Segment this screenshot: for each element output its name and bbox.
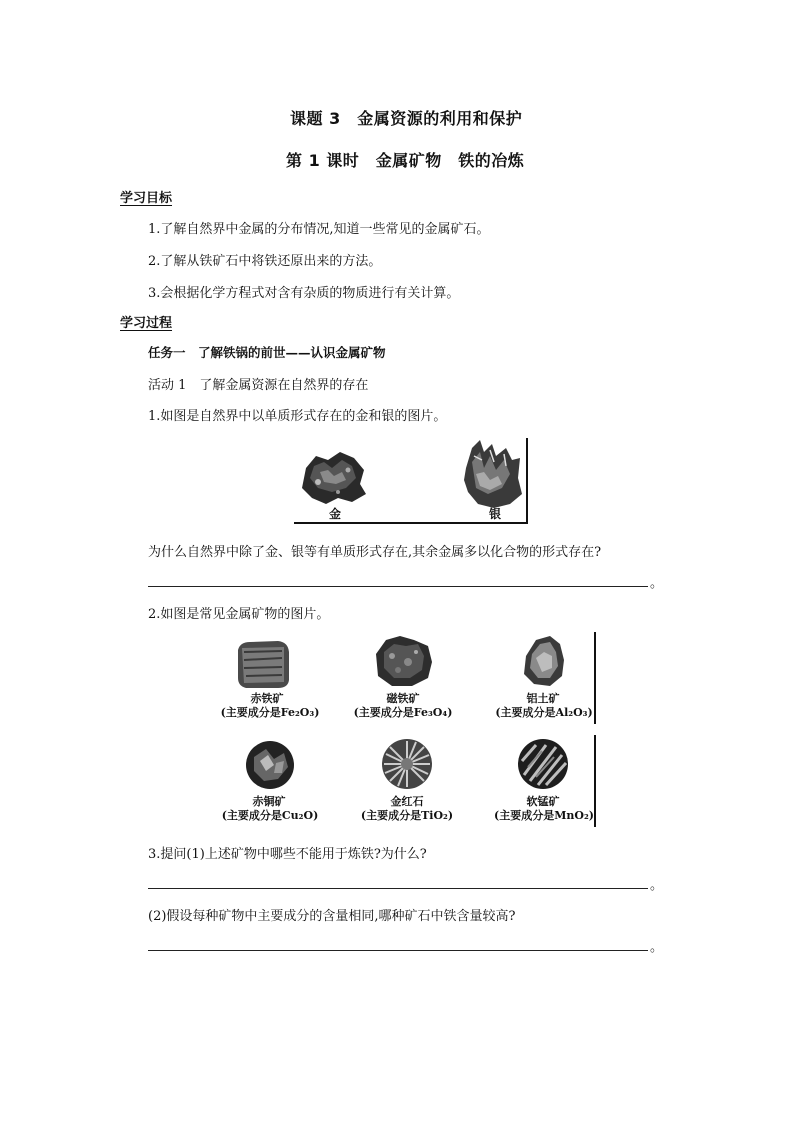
- bauxite-rock-icon: [518, 634, 570, 688]
- answer-line[interactable]: [148, 888, 648, 889]
- question-2: 2.如图是常见金属矿物的图片。: [148, 607, 330, 622]
- activity-title: 活动 1 了解金属资源在自然界的存在: [148, 378, 369, 393]
- magnetite-formula: (主要成分是Fe₃O₄): [353, 706, 453, 719]
- rutile-formula: (主要成分是TiO₂): [360, 809, 454, 822]
- cuprite-name: 赤铜矿: [252, 795, 286, 808]
- cuprite-formula: (主要成分是Cu₂O): [221, 809, 319, 822]
- question-3-part-2: (2)假设每种矿物中主要成分的含量相同,哪种矿石中铁含量较高?: [148, 909, 516, 924]
- question-1: 1.如图是自然界中以单质形式存在的金和银的图片。: [148, 409, 447, 424]
- task-title: 任务一 了解铁锅的前世——认识金属矿物: [148, 345, 386, 360]
- figure-gold-silver: [294, 438, 528, 524]
- pyrolusite-name: 软锰矿: [526, 795, 560, 808]
- rutile-round-icon: [380, 737, 434, 791]
- pyrolusite-formula: (主要成分是MnO₂): [494, 809, 594, 822]
- magnetite-rock-icon: [372, 634, 434, 688]
- objective-item: 2.了解从铁矿石中将铁还原出来的方法。: [148, 254, 382, 269]
- rutile-name: 金红石: [390, 795, 424, 808]
- question-1-prompt: 为什么自然界中除了金、银等有单质形式存在,其余金属多以化合物的形式存在?: [148, 545, 602, 560]
- pyrolusite-round-icon: [516, 737, 570, 791]
- period-mark: 。: [650, 576, 664, 591]
- gold-label: 金: [328, 507, 341, 521]
- magnetite-name: 磁铁矿: [386, 692, 420, 705]
- silver-crystal-image: [460, 438, 526, 510]
- page-title: 课题 3 金属资源的利用和保护: [290, 109, 523, 128]
- answer-line[interactable]: [148, 950, 648, 951]
- minerals-row-2: [221, 735, 596, 827]
- cuprite-round-icon: [244, 739, 296, 791]
- hematite-name: 赤铁矿: [250, 692, 284, 705]
- bauxite-name: 铝土矿: [526, 692, 560, 705]
- objective-item: 3.会根据化学方程式对含有杂质的物质进行有关计算。: [148, 286, 460, 301]
- bauxite-formula: (主要成分是Al₂O₃): [495, 706, 593, 719]
- period-mark: 。: [650, 940, 664, 955]
- process-heading: 学习过程: [120, 316, 173, 331]
- period-mark: 。: [650, 878, 664, 893]
- hematite-formula: (主要成分是Fe₂O₃): [220, 706, 320, 719]
- minerals-row-1: [220, 632, 596, 724]
- gold-nugget-image: [298, 448, 368, 506]
- hematite-rock-icon: [234, 638, 292, 690]
- question-3: 3.提问(1)上述矿物中哪些不能用于炼铁?为什么?: [148, 847, 427, 862]
- objective-item: 1.了解自然界中金属的分布情况,知道一些常见的金属矿石。: [148, 222, 490, 237]
- silver-label: 银: [488, 507, 501, 521]
- answer-line[interactable]: [148, 586, 648, 587]
- page-subtitle: 第 1 课时 金属矿物 铁的冶炼: [286, 151, 525, 170]
- objectives-heading: 学习目标: [120, 191, 173, 206]
